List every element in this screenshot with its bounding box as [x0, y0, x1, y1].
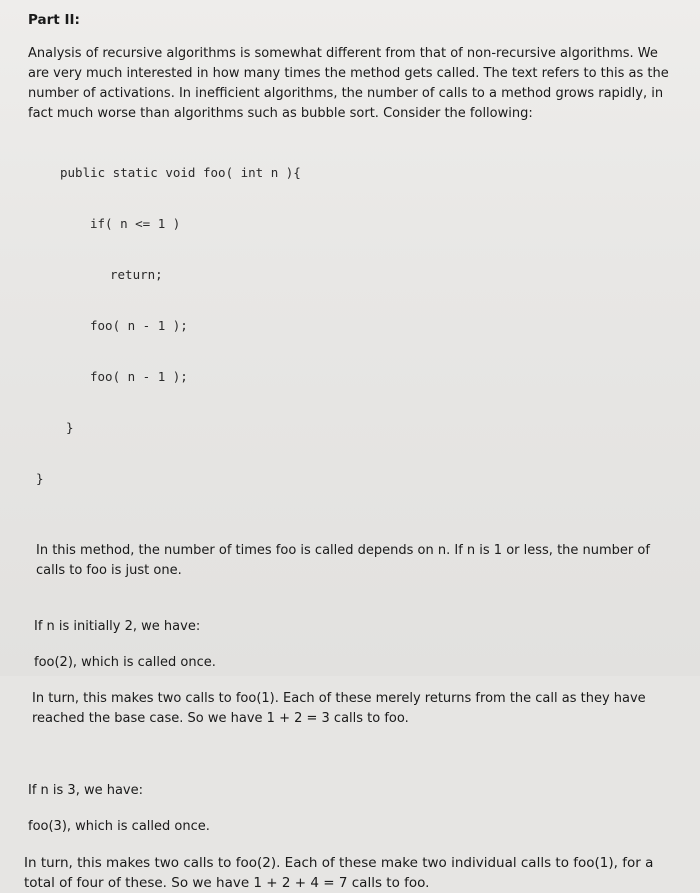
- n3-intro: If n is 3, we have:: [28, 783, 144, 798]
- n3-explanation: In turn, this makes two calls to foo(2). Each of these make two individual calls to foo(1), for a total of four of these. So we have 1 + 2 + 4 = 7 calls to foo.: [24, 855, 654, 891]
- code-line-close-inner: }: [66, 420, 74, 435]
- intro-paragraph: Analysis of recursive algorithms is somewhat different from that of non-recursive algorithms. We are very much interested in how many times the method gets called. The text refers to this as the number of activations. In inefficient algorithms, the number of calls to a method grows rapidly, in fact much worse than algorithms such as bubble sort. Consider the following:: [28, 46, 669, 121]
- code-line-recursive-call-1: foo( n - 1 );: [90, 318, 188, 333]
- code-block: [36, 130, 678, 521]
- n2-foo-call: foo(2), which is called once.: [34, 655, 216, 670]
- n2-intro: If n is initially 2, we have:: [34, 619, 201, 634]
- code-line-close-outer: }: [36, 471, 44, 486]
- n3-foo-call: foo(3), which is called once.: [28, 819, 210, 834]
- code-line-recursive-call-2: foo( n - 1 );: [90, 369, 188, 384]
- method-explanation: In this method, the number of times foo is called depends on n. If n is 1 or less, the number of calls to foo is just one.: [36, 543, 650, 578]
- code-line-if: if( n <= 1 ): [90, 216, 181, 231]
- n2-explanation: In turn, this makes two calls to foo(1). Each of these merely returns from the call as they have reached the base case. So we have 1 + 2 = 3 calls to foo.: [32, 691, 646, 726]
- code-line-signature: public static void foo( int n ){: [60, 165, 301, 180]
- code-line-return: return;: [110, 267, 163, 282]
- section-heading: Part II:: [28, 12, 80, 28]
